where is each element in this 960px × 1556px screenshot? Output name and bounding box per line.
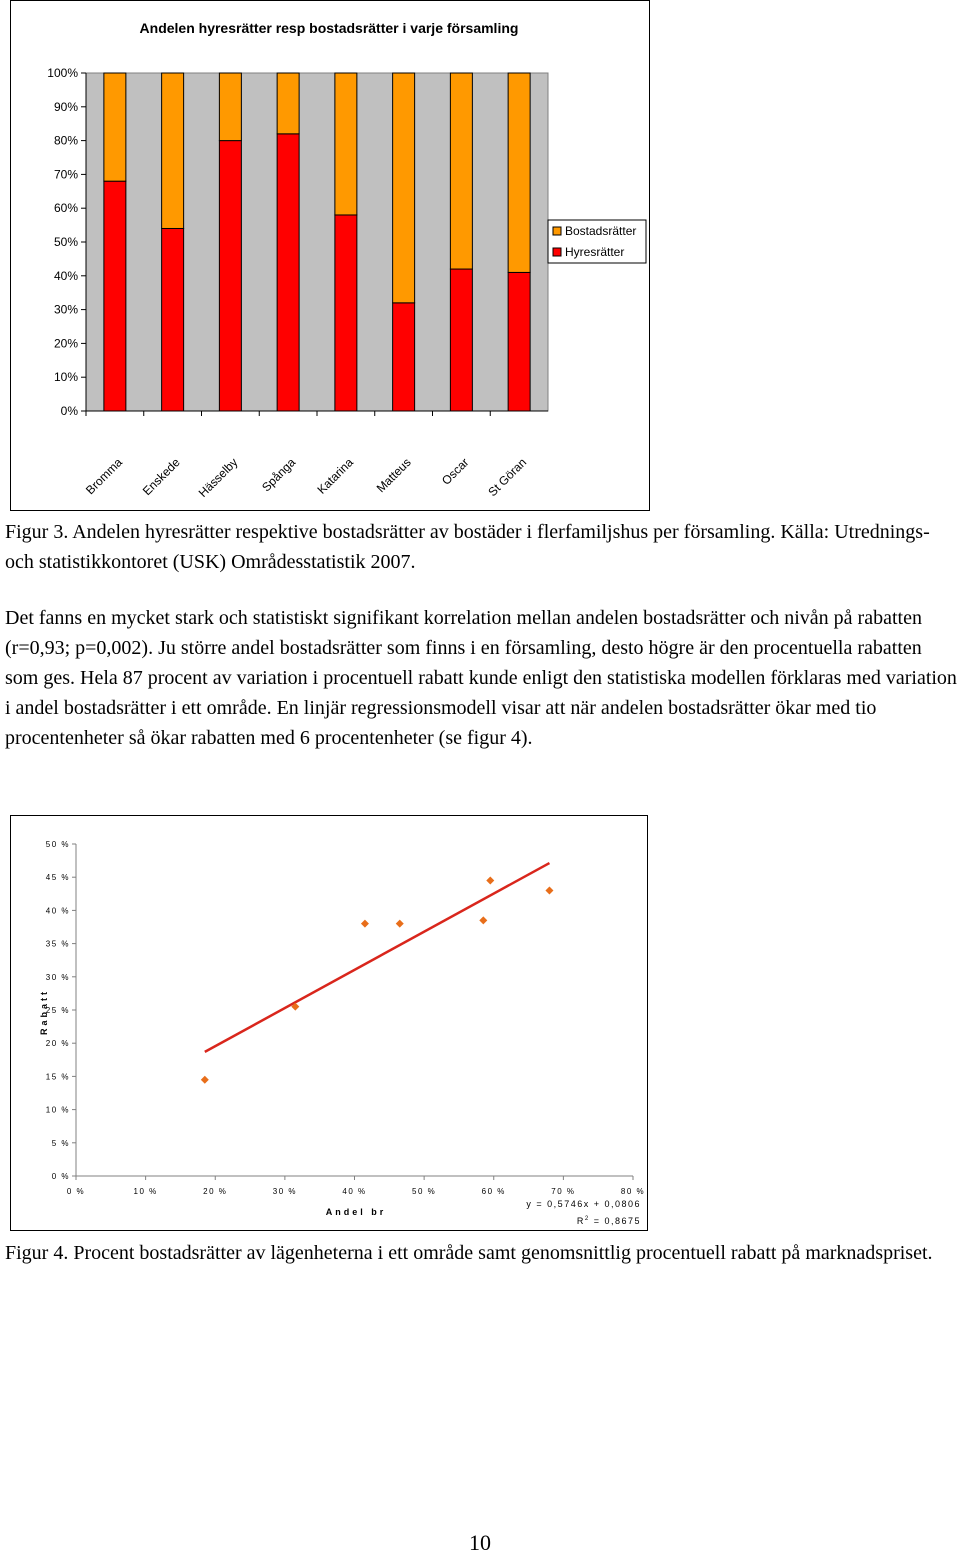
- x-tick-label: 60 %: [481, 1187, 506, 1196]
- bar-hyresrätter-8: [508, 272, 530, 411]
- bar-bostadsrätter-1: [104, 73, 126, 181]
- figure-4-caption: Figur 4. Procent bostadsrätter av lägenheterna i ett område samt genomsnittlig procentuell rabatt på marknadspriset.: [5, 1242, 933, 1264]
- data-point-6: [486, 877, 494, 885]
- y-tick-label: 15 %: [45, 1072, 70, 1082]
- data-point-3: [361, 920, 369, 928]
- y-tick-label: 50%: [53, 235, 78, 249]
- y-tick-label: 25 %: [45, 1006, 70, 1015]
- y-tick-label: 5 %: [51, 1138, 70, 1148]
- r-squared-label: $R^2 = 0,8675$: [576, 1216, 641, 1226]
- bar-hyresrätter-6: [393, 303, 415, 411]
- y-tick-label: 0 %: [51, 1172, 70, 1181]
- y-tick-label: 60%: [53, 201, 78, 216]
- chart-title: Andelen hyresrätter resp bostadsrätter i varje församling: [139, 20, 519, 36]
- y-tick-label: 30%: [53, 302, 78, 317]
- x-tick-label: 30 %: [272, 1187, 297, 1196]
- y-axis-label: Rabatt: [39, 988, 49, 1036]
- y-tick-label: 40%: [53, 268, 78, 283]
- data-point-1: [201, 1076, 209, 1084]
- y-tick-label: 10%: [53, 370, 78, 385]
- x-tick-label: 20 %: [203, 1187, 228, 1196]
- plot-area: [86, 73, 548, 411]
- bar-hyresrätter-3: [219, 141, 241, 411]
- bar-bostadsrätter-7: [450, 73, 472, 269]
- y-tick-label: 100%: [47, 66, 78, 80]
- legend-label-bostadsrätter: Bostadsrätter: [565, 224, 637, 238]
- data-point-7: [545, 886, 553, 894]
- x-tick-label: Spånga: [259, 455, 299, 495]
- x-tick-label: Bromma: [83, 455, 125, 498]
- body-paragraph: Det fanns en mycket stark och statistiskt signifikant korrelation mellan andelen bostadsrätter och nivån på rabatten (r=0,93; p=0,002). Ju större andel bostadsrätter som finns i en församling, desto högre är den procentuella rabatten som ges. Hela 87 procent av variation i procentuell rabatt kunde enligt den statistiska modellen förklaras med variation i andel bostadsrätter i ett område. En linjär regressionsmodell visar att när andelen bostadsrätter ökar med tio procentenheter så ökar rabatten med 6 procentenheter (se figur 4).: [5, 607, 957, 749]
- regression-equation: y = 0,5746x + 0,0806: [526, 1199, 641, 1209]
- bar-bostadsrätter-6: [393, 73, 415, 303]
- y-tick-label: 30 %: [45, 972, 70, 982]
- y-tick-label: 10 %: [45, 1105, 70, 1115]
- y-tick-label: 80%: [53, 133, 78, 148]
- x-tick-label: Katarina: [314, 455, 356, 497]
- regression-line: [205, 863, 550, 1052]
- y-tick-label: 0%: [60, 404, 78, 418]
- legend-swatch-hyresrätter: [553, 248, 561, 256]
- y-tick-label: 40 %: [45, 906, 70, 916]
- bar-bostadsrätter-2: [162, 73, 184, 228]
- x-tick-label: 10 %: [133, 1187, 158, 1196]
- x-tick-label: 50 %: [412, 1187, 437, 1196]
- y-tick-label: 20%: [53, 336, 78, 351]
- legend-label-hyresrätter: Hyresrätter: [565, 245, 625, 259]
- page-number: 10: [469, 1530, 491, 1555]
- y-tick-label: 45 %: [45, 873, 70, 883]
- y-tick-label: 35 %: [45, 939, 70, 949]
- x-tick-label: Oscar: [438, 455, 472, 488]
- x-tick-label: 0 %: [66, 1187, 86, 1196]
- x-tick-label: St Göran: [485, 455, 530, 500]
- scatter-chart-svg: [11, 816, 647, 1230]
- bar-hyresrätter-4: [277, 134, 299, 411]
- x-tick-label: 70 %: [551, 1187, 576, 1196]
- bar-hyresrätter-7: [450, 269, 472, 411]
- bar-bostadsrätter-4: [277, 73, 299, 134]
- x-tick-label: Matteus: [373, 455, 414, 496]
- y-tick-label: 20 %: [45, 1039, 70, 1049]
- y-tick-label: 90%: [53, 99, 78, 114]
- figure-4-chart: [10, 815, 648, 1231]
- stacked-bar-chart-svg: [11, 1, 649, 510]
- bar-hyresrätter-5: [335, 215, 357, 411]
- data-point-4: [396, 920, 404, 928]
- bar-bostadsrätter-5: [335, 73, 357, 215]
- y-tick-label: 70%: [53, 167, 78, 182]
- legend-swatch-bostadsrätter: [553, 227, 561, 235]
- data-point-5: [479, 916, 487, 924]
- x-tick-label: Hässelby: [195, 455, 241, 501]
- x-tick-label: 40 %: [342, 1187, 367, 1196]
- bar-hyresrätter-1: [104, 181, 126, 411]
- bar-bostadsrätter-3: [219, 73, 241, 141]
- bar-bostadsrätter-8: [508, 73, 530, 272]
- bar-hyresrätter-2: [162, 228, 184, 411]
- x-axis-label: Andel br: [325, 1207, 387, 1217]
- x-tick-label: Enskede: [139, 455, 183, 499]
- figure-3-chart: [10, 0, 650, 511]
- x-tick-label: 80 %: [620, 1187, 646, 1196]
- y-tick-label: 50 %: [45, 840, 70, 849]
- figure-3-caption: Figur 3. Andelen hyresrätter respektive bostadsrätter av bostäder i flerfamiljshus per församling. Källa: Utrednings- och statistikkontoret (USK) Områdesstatistik 2007.: [5, 521, 930, 573]
